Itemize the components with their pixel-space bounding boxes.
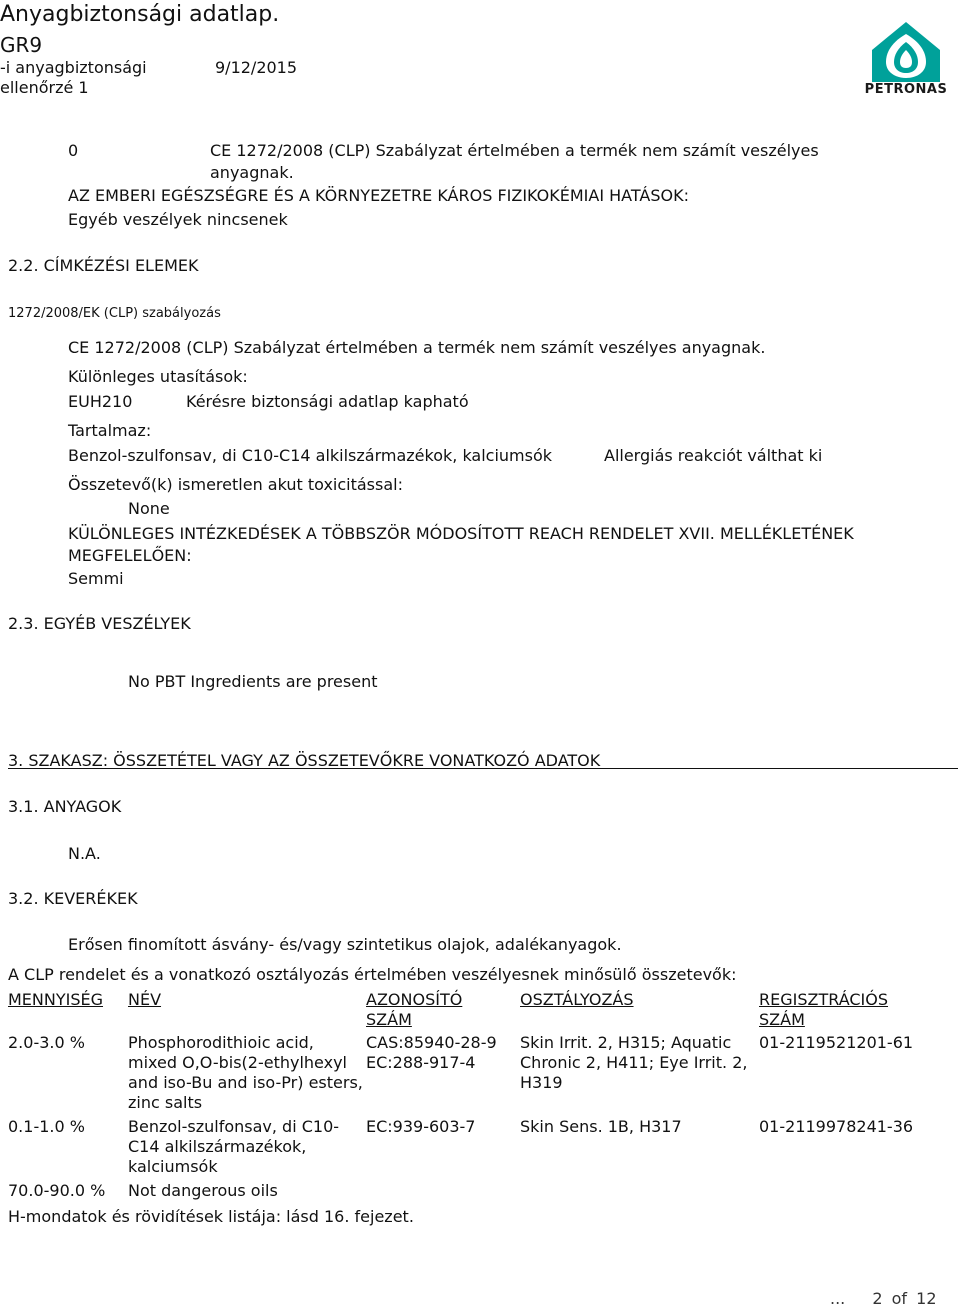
page-of: of <box>891 1289 908 1308</box>
col-header-class: OSZTÁLYOZÁS <box>520 990 634 1009</box>
row-3-name: Not dangerous oils <box>128 1181 278 1200</box>
row-3-qty: 70.0-90.0 % <box>8 1181 106 1200</box>
section-3-1-value: N.A. <box>68 844 101 863</box>
version-label: -i anyagbiztonsági <box>0 58 147 77</box>
row-2-id: EC:939-603-7 <box>366 1117 476 1136</box>
row-2-qty: 0.1-1.0 % <box>8 1117 85 1136</box>
h-statements-note: H-mondatok és rövidítések listája: lásd 16. fejezet. <box>8 1207 414 1226</box>
row-1-qty: 2.0-3.0 % <box>8 1033 85 1052</box>
row-1-id-ec: EC:288-917-4 <box>366 1053 476 1072</box>
contains-label: Tartalmaz: <box>68 421 152 440</box>
special-instructions-label: Különleges utasítások: <box>68 367 248 386</box>
row-1-name: Phosphorodithioic acid, mixed O,O-bis(2-ethylhexyl and iso-Bu and iso-Pr) esters, zinc salts <box>128 1033 363 1112</box>
reach-heading-line2: MEGFELELŐEN: <box>68 546 192 565</box>
revision-date: 9/12/2015 <box>215 58 298 77</box>
col-header-reg-2: SZÁM <box>759 1010 805 1029</box>
col-header-name: NÉV <box>128 990 162 1009</box>
clp-intro: A CLP rendelet és a vonatkozó osztályozás értelmében veszélyesnek minősülő összetevők: <box>8 965 737 984</box>
row-2-class: Skin Sens. 1B, H317 <box>520 1117 682 1136</box>
section-3-title-text: 3. SZAKASZ: ÖSSZETÉTEL VAGY AZ ÖSSZETEVŐKRE VONATKOZÓ ADATOK <box>8 751 601 770</box>
section-2-2-title: 2.2. CÍMKÉZÉSI ELEMEK <box>8 256 199 275</box>
product-code: GR9 <box>0 33 43 57</box>
euh-text: Kérésre biztonsági adatlap kapható <box>186 392 469 411</box>
phys-hazards-heading: AZ EMBERI EGÉSZSÉGRE ÉS A KÖRNYEZETRE KÁROS FIZIKOKÉMIAI HATÁSOK: <box>68 186 689 205</box>
logo-text: PETRONAS <box>864 82 948 97</box>
col-header-qty: MENNYISÉG <box>8 990 104 1009</box>
section-3-underline <box>8 768 958 769</box>
version-label-2: ellenőrzé 1 <box>0 78 89 97</box>
regulation-title: 1272/2008/EK (CLP) szabályozás <box>8 306 221 321</box>
section-3-1-title: 3.1. ANYAGOK <box>8 797 122 816</box>
col-header-reg-1: REGISZTRÁCIÓS <box>759 990 889 1009</box>
clp-statement-line1: CE 1272/2008 (CLP) Szabályzat értelmében a termék nem számít veszélyes <box>210 141 819 160</box>
contains-substance: Benzol-szulfonsav, di C10-C14 alkilszármazékok, kalciumsók <box>68 446 553 465</box>
page-number: 2 <box>872 1289 883 1308</box>
section-2-3-title: 2.3. EGYÉB VESZÉLYEK <box>8 614 191 633</box>
unknown-toxicity-label: Összetevő(k) ismeretlen akut toxicitással: <box>68 475 403 494</box>
row-1-class: Skin Irrit. 2, H315; Aquatic Chronic 2, H411; Eye Irrit. 2, H319 <box>520 1033 748 1092</box>
row-2-reg: 01-2119978241-36 <box>759 1117 914 1136</box>
other-hazards-none: Egyéb veszélyek nincsenek <box>68 210 288 229</box>
page-total: 12 <box>916 1289 937 1308</box>
item-number: 0 <box>68 141 79 160</box>
pbt-statement: No PBT Ingredients are present <box>128 672 378 691</box>
reach-heading-line1: KÜLÖNLEGES INTÉZKEDÉSEK A TÖBBSZÖR MÓDOSÍTOTT REACH RENDELET XVII. MELLÉKLETÉNEK <box>68 524 854 543</box>
footer-ellipsis: ... <box>830 1289 846 1308</box>
document-title: Anyagbiztonsági adatlap. <box>0 2 280 27</box>
contains-effect: Allergiás reakciót válthat ki <box>604 446 823 465</box>
euh-code: EUH210 <box>68 392 133 411</box>
section-3-2-title: 3.2. KEVERÉKEK <box>8 889 138 908</box>
unknown-toxicity-value: None <box>128 499 170 518</box>
clp-statement-line2: anyagnak. <box>210 163 294 182</box>
row-1-id-cas: CAS:85940-28-9 <box>366 1033 497 1052</box>
col-header-id-1: AZONOSÍTÓ <box>366 990 463 1009</box>
page-indicator <box>830 1289 937 1308</box>
col-header-id-2: SZÁM <box>366 1010 412 1029</box>
reach-value: Semmi <box>68 569 124 588</box>
row-1-reg: 01-2119521201-61 <box>759 1033 914 1052</box>
mixture-description: Erősen finomított ásvány- és/vagy szintetikus olajok, adalékanyagok. <box>68 935 622 954</box>
row-2-name: Benzol-szulfonsav, di C10-C14 alkilszármazékok, kalciumsók <box>128 1117 340 1176</box>
clp-statement: CE 1272/2008 (CLP) Szabályzat értelmében a termék nem számít veszélyes anyagnak. <box>68 338 766 357</box>
